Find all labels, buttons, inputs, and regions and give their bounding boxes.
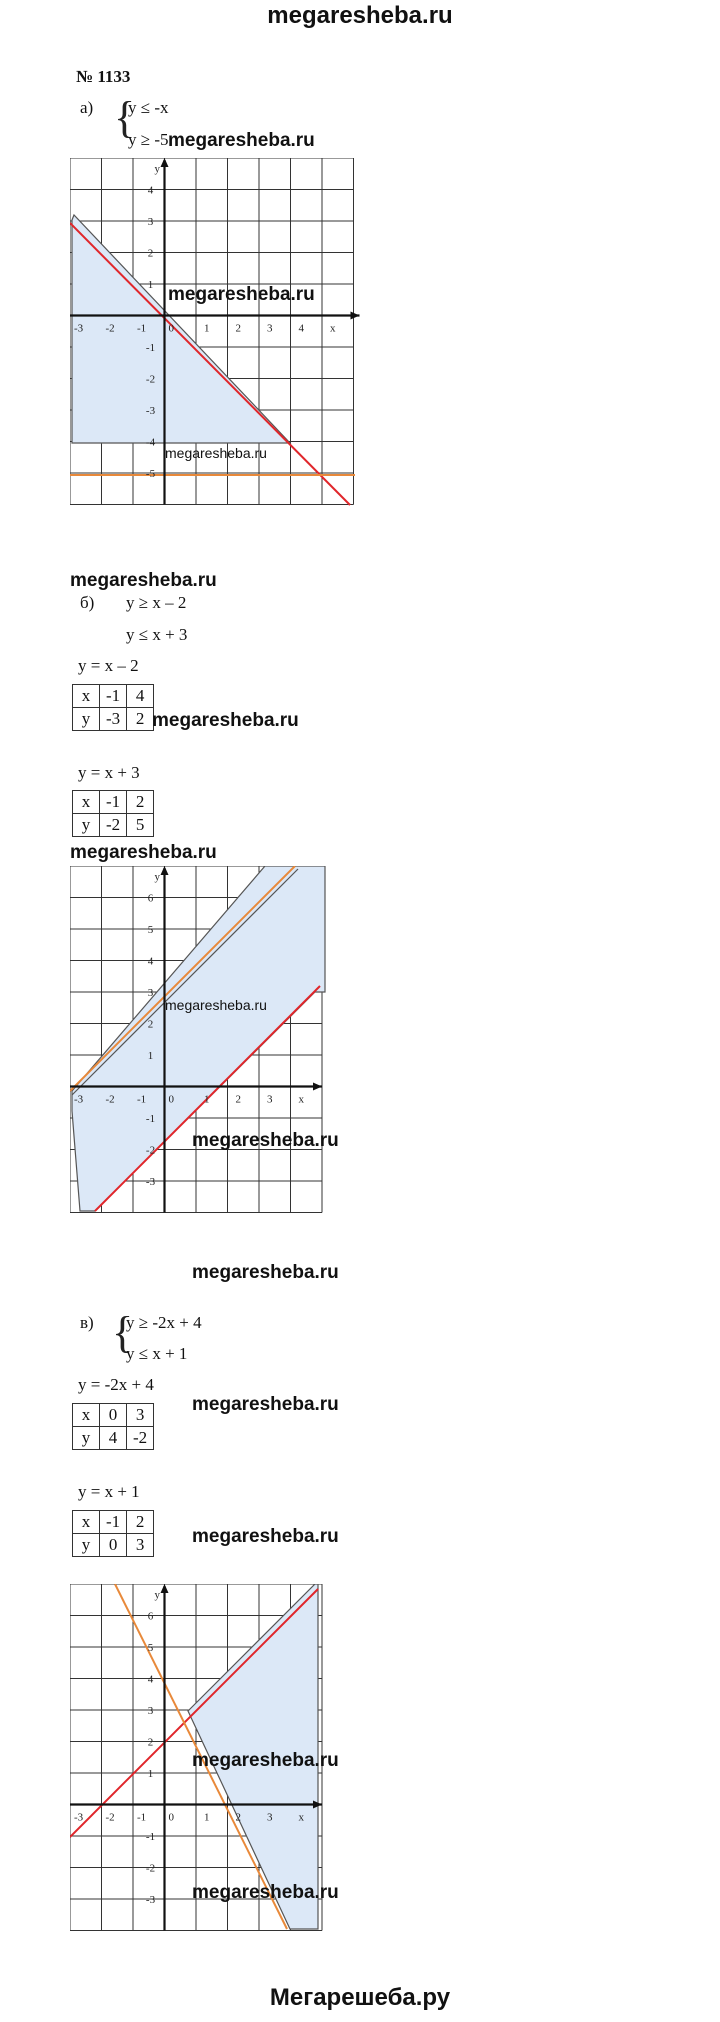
x-tick-label: 1 bbox=[204, 322, 210, 335]
x-tick-label: 0 bbox=[168, 322, 174, 335]
site-header[interactable]: megaresheba.ru bbox=[267, 2, 453, 29]
x-tick-label: 2 bbox=[235, 322, 241, 335]
table-cell: 2 bbox=[127, 791, 154, 814]
y-tick-label: -3 bbox=[145, 1894, 156, 1906]
y-tick-label: 6 bbox=[147, 1610, 154, 1623]
part-c-ineq2: y ≤ x + 1 bbox=[126, 1344, 188, 1363]
part-a-ineq2: y ≥ -5 bbox=[128, 130, 169, 149]
part-a-label: а) bbox=[80, 98, 94, 117]
watermark: megaresheba.ru bbox=[70, 842, 217, 863]
table-cell: x bbox=[73, 685, 100, 708]
x-tick-label: 1 bbox=[204, 1093, 210, 1106]
table-cell: 3 bbox=[127, 1534, 154, 1557]
x-tick-label: -3 bbox=[74, 322, 84, 335]
table-cell: 0 bbox=[100, 1404, 127, 1427]
y-tick-label: 4 bbox=[147, 1673, 154, 1686]
table-cell: 2 bbox=[127, 1511, 154, 1534]
y-tick-label: -1 bbox=[145, 1831, 156, 1843]
y-tick-label: 3 bbox=[147, 1705, 154, 1717]
part-b-label: б) bbox=[80, 593, 95, 612]
table-cell: -2 bbox=[100, 814, 127, 837]
table-cell: -1 bbox=[100, 1511, 127, 1534]
table-row bbox=[73, 1534, 154, 1557]
watermark: megaresheba.ru bbox=[192, 1394, 339, 1415]
table-row bbox=[73, 708, 154, 731]
y-tick-label: 4 bbox=[147, 955, 154, 968]
y-tick-label: -2 bbox=[145, 1144, 156, 1157]
part-c-brace: { bbox=[112, 1308, 134, 1357]
y-tick-label: 1 bbox=[147, 279, 154, 291]
table-cell: y bbox=[73, 814, 100, 837]
x-tick-label: -1 bbox=[137, 1811, 147, 1824]
part-a-brace: { bbox=[114, 93, 136, 142]
part-b-ineq2: y ≤ x + 3 bbox=[126, 625, 188, 644]
problem-number: № 1133 bbox=[76, 67, 131, 86]
table-cell: x bbox=[73, 1404, 100, 1427]
part-a-ineq1: y ≤ -x bbox=[128, 98, 169, 117]
y-axis-label: y bbox=[154, 1589, 160, 1601]
watermark: megaresheba.ru bbox=[165, 445, 267, 461]
x-axis-label: x bbox=[298, 1811, 304, 1824]
graph-b bbox=[70, 866, 330, 1218]
y-axis-label: y bbox=[154, 163, 160, 175]
part-b-table1 bbox=[72, 684, 154, 731]
region-b bbox=[72, 866, 325, 1211]
y-tick-label: 1 bbox=[147, 1768, 154, 1780]
site-footer[interactable]: Мегарешеба.ру bbox=[269, 1984, 451, 2011]
x-axis-label: x bbox=[298, 1093, 304, 1106]
watermark: megaresheba.ru bbox=[152, 710, 299, 731]
y-axis-label: y bbox=[154, 871, 160, 883]
y-tick-label: -4 bbox=[145, 436, 156, 449]
x-tick-label: -2 bbox=[105, 322, 115, 335]
x-tick-label: -2 bbox=[105, 1093, 115, 1106]
table-cell: x bbox=[73, 1511, 100, 1534]
part-c-label: в) bbox=[80, 1313, 94, 1332]
table-cell: x bbox=[73, 791, 100, 814]
watermark: megaresheba.ru bbox=[165, 997, 267, 1013]
x-axis-arrow bbox=[313, 1083, 322, 1091]
x-tick-label: -3 bbox=[74, 1093, 84, 1106]
part-c-table2 bbox=[72, 1510, 154, 1557]
table-cell: y bbox=[73, 1534, 100, 1557]
table-row bbox=[73, 814, 154, 837]
y-tick-label: -5 bbox=[145, 468, 156, 480]
table-row bbox=[73, 791, 154, 814]
table-cell: y bbox=[73, 1427, 100, 1450]
table-cell: 0 bbox=[100, 1534, 127, 1557]
table-cell: -1 bbox=[100, 791, 127, 814]
x-tick-label: -2 bbox=[105, 1811, 115, 1824]
watermark: megaresheba.ru bbox=[192, 1526, 339, 1547]
x-tick-label: 1 bbox=[204, 1811, 210, 1824]
watermark: megaresheba.ru bbox=[192, 1882, 339, 1903]
x-tick-label: 2 bbox=[235, 1811, 241, 1824]
y-axis-arrow bbox=[161, 1584, 169, 1593]
watermark: megaresheba.ru bbox=[168, 130, 315, 151]
part-b-table2 bbox=[72, 790, 154, 837]
x-tick-label: 0 bbox=[168, 1811, 174, 1824]
x-tick-label: -1 bbox=[137, 322, 147, 335]
y-tick-label: 5 bbox=[147, 1642, 154, 1654]
y-tick-label: -1 bbox=[145, 1113, 156, 1125]
table-row bbox=[73, 1427, 154, 1450]
y-tick-label: 2 bbox=[147, 1018, 154, 1031]
x-tick-label: 2 bbox=[235, 1093, 241, 1106]
watermark: megaresheba.ru bbox=[192, 1130, 339, 1151]
table-cell: 4 bbox=[100, 1427, 127, 1450]
y-tick-label: 1 bbox=[147, 1050, 154, 1062]
watermark: megaresheba.ru bbox=[192, 1262, 339, 1283]
watermark: megaresheba.ru bbox=[70, 570, 217, 591]
y-tick-label: 5 bbox=[147, 924, 154, 936]
x-tick-label: 3 bbox=[267, 1811, 273, 1824]
x-axis-label: x bbox=[330, 322, 336, 335]
part-c-table1 bbox=[72, 1403, 154, 1450]
table-cell: 3 bbox=[127, 1404, 154, 1427]
y-axis-arrow bbox=[161, 866, 169, 875]
x-tick-label: -1 bbox=[137, 1093, 147, 1106]
x-tick-label: -3 bbox=[74, 1811, 84, 1824]
table-row bbox=[73, 1511, 154, 1534]
part-b-line1: y = x – 2 bbox=[78, 656, 139, 675]
part-c-line2: y = x + 1 bbox=[78, 1482, 140, 1501]
part-c-ineq1: y ≥ -2x + 4 bbox=[126, 1313, 202, 1332]
y-tick-label: 6 bbox=[147, 892, 154, 905]
table-cell: 2 bbox=[127, 708, 154, 731]
part-b-line2: y = x + 3 bbox=[78, 763, 140, 782]
part-b-ineq1: y ≥ x – 2 bbox=[126, 593, 187, 612]
y-tick-label: 2 bbox=[147, 247, 154, 260]
x-axis-arrow bbox=[351, 312, 360, 320]
y-tick-label: -1 bbox=[145, 342, 156, 354]
y-axis-arrow bbox=[161, 158, 169, 167]
y-tick-label: 3 bbox=[147, 216, 154, 228]
x-tick-label: 3 bbox=[267, 1093, 273, 1106]
y-tick-label: 2 bbox=[147, 1736, 154, 1749]
table-cell: -1 bbox=[100, 685, 127, 708]
table-cell: -2 bbox=[127, 1427, 154, 1450]
table-cell: 5 bbox=[127, 814, 154, 837]
table-cell: 4 bbox=[127, 685, 154, 708]
watermark: megaresheba.ru bbox=[192, 1750, 339, 1771]
y-tick-label: -2 bbox=[145, 373, 156, 386]
y-tick-label: -3 bbox=[145, 1176, 156, 1188]
part-c-line1: y = -2x + 4 bbox=[78, 1375, 154, 1394]
x-tick-label: 0 bbox=[168, 1093, 174, 1106]
table-cell: y bbox=[73, 708, 100, 731]
x-tick-label: 3 bbox=[267, 322, 273, 335]
x-tick-label: 4 bbox=[298, 322, 304, 335]
y-tick-label: 4 bbox=[147, 184, 154, 197]
table-row bbox=[73, 685, 154, 708]
table-row bbox=[73, 1404, 154, 1427]
y-tick-label: -3 bbox=[145, 405, 156, 417]
y-tick-label: -2 bbox=[145, 1862, 156, 1875]
y-tick-label: 3 bbox=[147, 987, 154, 999]
table-cell: -3 bbox=[100, 708, 127, 731]
watermark: megaresheba.ru bbox=[168, 284, 315, 305]
